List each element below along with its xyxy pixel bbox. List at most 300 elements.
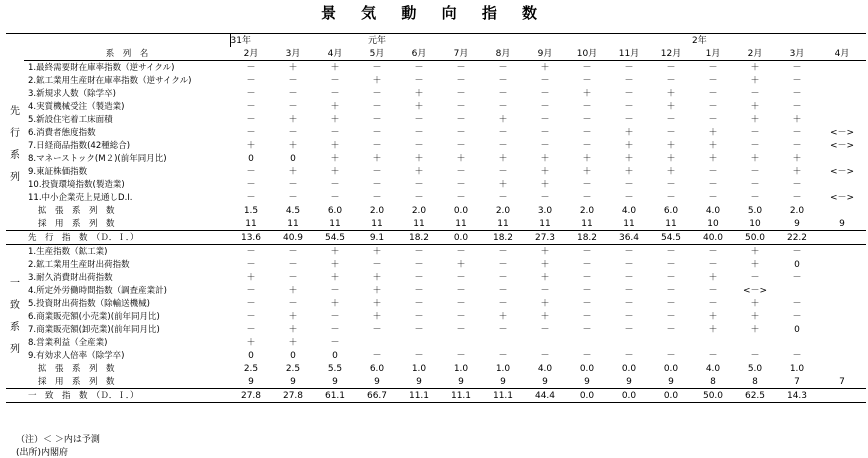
series-value: － <box>456 101 466 112</box>
di-label: 先 行 指 数 （Ｄ．Ｉ．） <box>24 231 230 245</box>
expand-value: 0.0 <box>663 363 679 374</box>
series-value: － <box>372 88 382 99</box>
series-value: － <box>246 166 256 177</box>
series-value: － <box>750 166 760 177</box>
series-value: － <box>288 101 298 112</box>
adopt-value: 11 <box>665 218 677 229</box>
expand-value: 2.0 <box>411 205 427 216</box>
expand-value: 1.0 <box>495 363 511 374</box>
series-value: ＋ <box>666 140 676 151</box>
series-value: － <box>708 62 718 73</box>
series-value: ＋ <box>330 153 340 164</box>
expand-value: 5.5 <box>327 363 343 374</box>
series-value: － <box>288 88 298 99</box>
adopt-value: 9 <box>374 376 380 387</box>
series-value: 0 <box>290 153 296 164</box>
series-value: － <box>414 298 424 309</box>
series-value: － <box>582 311 592 322</box>
series-value <box>566 336 608 349</box>
series-value: － <box>792 350 802 361</box>
adopt-value: 11 <box>245 218 257 229</box>
series-value: － <box>498 259 508 270</box>
series-value: － <box>582 324 592 335</box>
forecast-value <box>818 310 866 323</box>
di-value: 13.6 <box>230 231 272 245</box>
series-value: － <box>456 311 466 322</box>
year-label: 2年 <box>692 34 734 48</box>
month-header: 7月 <box>440 47 482 61</box>
series-name: 4.所定外労働時間指数（調査産業計) <box>28 285 167 296</box>
adopt-value: 8 <box>752 376 758 387</box>
series-value: ＋ <box>708 311 718 322</box>
table-row <box>6 178 866 191</box>
series-value: ＋ <box>750 62 760 73</box>
forecast-value <box>818 297 866 310</box>
series-value: ＋ <box>624 166 634 177</box>
series-value: － <box>540 88 550 99</box>
forecast-value <box>818 61 866 75</box>
series-value: － <box>288 179 298 190</box>
series-value: ＋ <box>414 153 424 164</box>
series-value: ＋ <box>372 311 382 322</box>
series-name: 2.鉱工業用生産財在庫率指数（逆サイクル) <box>28 75 192 86</box>
di-value: 11.1 <box>440 389 482 403</box>
series-value: － <box>624 272 634 283</box>
series-value: ＋ <box>540 246 550 257</box>
series-value: ＋ <box>750 114 760 125</box>
series-value: － <box>750 350 760 361</box>
series-value: － <box>414 350 424 361</box>
series-value: ＋ <box>540 259 550 270</box>
series-name: 3.新規求人数（除学卒) <box>28 88 116 99</box>
series-value: － <box>414 246 424 257</box>
series-value: － <box>288 259 298 270</box>
expand-last <box>818 204 866 217</box>
adopt-value: 9 <box>584 376 590 387</box>
series-value: － <box>246 88 256 99</box>
expand-value: 0.0 <box>579 363 595 374</box>
table-row <box>6 245 866 259</box>
page-title: 景 気 動 向 指 数 <box>320 4 548 22</box>
series-name: 1.生産指数（鉱工業) <box>28 246 108 257</box>
series-value: ＋ <box>750 75 760 86</box>
di-value: 44.4 <box>524 389 566 403</box>
expand-value: 4.0 <box>537 363 553 374</box>
adopt-value: 7 <box>794 376 800 387</box>
series-value: － <box>792 192 802 203</box>
series-value: <－> <box>742 285 768 296</box>
expand-value: 4.0 <box>705 363 721 374</box>
di-value: 0.0 <box>566 389 608 403</box>
series-value: － <box>288 75 298 86</box>
series-value: － <box>414 62 424 73</box>
series-value: － <box>246 62 256 73</box>
forecast-value <box>818 258 866 271</box>
series-value: － <box>750 88 760 99</box>
leading-group-char: 系 <box>10 150 20 162</box>
adopt-value: 9 <box>248 376 254 387</box>
series-value: － <box>624 75 634 86</box>
series-value <box>692 336 734 349</box>
series-value <box>734 336 776 349</box>
forecast-value <box>818 245 866 259</box>
series-value: ＋ <box>708 324 718 335</box>
expand-value: 2.0 <box>789 205 805 216</box>
series-value: ＋ <box>666 166 676 177</box>
series-value: ＋ <box>330 246 340 257</box>
series-value: ＋ <box>750 153 760 164</box>
expand-value: 0.0 <box>621 363 637 374</box>
series-value: ＋ <box>708 127 718 138</box>
series-name: 1.最終需要財在庫率指数（逆サイクル) <box>28 62 175 73</box>
series-value: ＋ <box>372 298 382 309</box>
series-name: 8.マネーストック(M２)(前年同月比) <box>28 153 167 164</box>
series-value: － <box>624 114 634 125</box>
di-last <box>818 389 866 403</box>
series-value: － <box>666 114 676 125</box>
series-value: － <box>666 324 676 335</box>
series-value: － <box>456 246 466 257</box>
series-value: － <box>330 285 340 296</box>
di-value: 62.5 <box>734 389 776 403</box>
series-value: － <box>624 259 634 270</box>
series-value: ＋ <box>750 324 760 335</box>
adopt-value: 9 <box>290 376 296 387</box>
series-value <box>356 336 398 349</box>
di-value: 40.0 <box>692 231 734 245</box>
series-name: 9.東証株価指数 <box>28 166 88 177</box>
expand-value: 0.0 <box>453 205 469 216</box>
expand-value: 6.0 <box>327 205 343 216</box>
series-value: － <box>498 127 508 138</box>
adopt-value: 9 <box>500 376 506 387</box>
series-value: ＋ <box>414 166 424 177</box>
series-value: － <box>498 75 508 86</box>
series-value: － <box>666 75 676 86</box>
series-value: － <box>498 324 508 335</box>
series-value: － <box>498 166 508 177</box>
table-row <box>6 271 866 284</box>
series-value: － <box>708 75 718 86</box>
di-value: 27.3 <box>524 231 566 245</box>
di-value: 18.2 <box>482 231 524 245</box>
series-value: － <box>624 324 634 335</box>
series-value: ＋ <box>666 153 676 164</box>
di-value: 11.1 <box>482 389 524 403</box>
di-value: 22.2 <box>776 231 818 245</box>
series-value: － <box>792 75 802 86</box>
series-value: － <box>582 127 592 138</box>
series-value: － <box>498 140 508 151</box>
series-value: ＋ <box>372 272 382 283</box>
series-value: － <box>624 285 634 296</box>
series-value: － <box>498 272 508 283</box>
series-value: － <box>246 298 256 309</box>
series-value: ＋ <box>750 246 760 257</box>
series-value: － <box>582 298 592 309</box>
month-header: 11月 <box>608 47 650 61</box>
series-value: － <box>540 350 550 361</box>
forecast-value <box>818 284 866 297</box>
table-row <box>6 191 866 204</box>
series-value: － <box>372 259 382 270</box>
series-value: － <box>582 246 592 257</box>
series-value: － <box>246 324 256 335</box>
corner-cell <box>6 34 24 61</box>
series-value: － <box>246 259 256 270</box>
series-value: ＋ <box>792 166 802 177</box>
series-value: － <box>498 101 508 112</box>
series-value: － <box>582 140 592 151</box>
series-value: － <box>288 127 298 138</box>
expand-value: 4.5 <box>285 205 301 216</box>
table-row <box>6 323 866 336</box>
expand-value: 4.0 <box>621 205 637 216</box>
expand-row <box>6 204 866 217</box>
month-header: 2月 <box>734 47 776 61</box>
series-value: － <box>750 179 760 190</box>
table-row <box>6 126 866 139</box>
series-value: ＋ <box>666 88 676 99</box>
series-value: 0 <box>794 324 800 335</box>
expand-row <box>6 362 866 375</box>
series-value: － <box>792 179 802 190</box>
series-value: － <box>330 311 340 322</box>
series-value: － <box>540 114 550 125</box>
expand-value: 1.5 <box>243 205 259 216</box>
series-value: ＋ <box>498 114 508 125</box>
series-name-header: 系 列 名 <box>24 47 230 61</box>
series-value: － <box>708 192 718 203</box>
table-row <box>6 284 866 297</box>
series-value: ＋ <box>708 140 718 151</box>
series-value: ＋ <box>750 311 760 322</box>
series-value: － <box>540 101 550 112</box>
series-value: － <box>456 192 466 203</box>
series-value: ＋ <box>372 75 382 86</box>
series-value: － <box>582 75 592 86</box>
series-value <box>608 336 650 349</box>
forecast-value <box>818 113 866 126</box>
series-value: ＋ <box>288 140 298 151</box>
series-value: － <box>498 192 508 203</box>
forecast-value <box>818 323 866 336</box>
month-header: 4月 <box>314 47 356 61</box>
series-value: － <box>582 179 592 190</box>
forecast-value <box>818 74 866 87</box>
series-value: ＋ <box>750 101 760 112</box>
series-name: 4.実質機械受注（製造業) <box>28 101 125 112</box>
di-last <box>818 231 866 245</box>
series-value: － <box>372 114 382 125</box>
series-value: － <box>456 166 466 177</box>
series-name: 3.耐久消費財出荷指数 <box>28 272 113 283</box>
adopt-row <box>6 217 866 231</box>
series-value: － <box>582 350 592 361</box>
series-value: － <box>414 127 424 138</box>
table-row <box>6 113 866 126</box>
series-value: ＋ <box>540 179 550 190</box>
series-value: － <box>288 192 298 203</box>
series-value: － <box>708 259 718 270</box>
forecast-value: <－> <box>829 166 855 177</box>
series-value: ＋ <box>372 153 382 164</box>
series-value: ＋ <box>540 62 550 73</box>
series-value: － <box>330 192 340 203</box>
series-value: － <box>666 62 676 73</box>
series-value: ＋ <box>498 311 508 322</box>
series-value: ＋ <box>540 298 550 309</box>
expand-value: 5.0 <box>747 363 763 374</box>
series-value: － <box>456 350 466 361</box>
series-value: － <box>498 298 508 309</box>
leading-group-char: 先 <box>10 106 20 118</box>
series-value: － <box>582 62 592 73</box>
month-header: 3月 <box>776 47 818 61</box>
series-value: ＋ <box>624 153 634 164</box>
series-value: ＋ <box>414 101 424 112</box>
expand-value: 3.0 <box>537 205 553 216</box>
series-value: ＋ <box>540 272 550 283</box>
di-value: 54.5 <box>314 231 356 245</box>
series-value: － <box>372 127 382 138</box>
di-value: 0.0 <box>650 389 692 403</box>
series-value: ＋ <box>288 166 298 177</box>
series-value: － <box>246 179 256 190</box>
series-value: － <box>246 75 256 86</box>
adopt-value: 11 <box>455 218 467 229</box>
table-row <box>6 87 866 100</box>
di-value: 11.1 <box>398 389 440 403</box>
expand-value: 6.0 <box>663 205 679 216</box>
adopt-value: 11 <box>539 218 551 229</box>
series-value: ＋ <box>708 153 718 164</box>
adopt-value: 10 <box>707 218 719 229</box>
series-value <box>398 336 440 349</box>
di-value: 61.1 <box>314 389 356 403</box>
di-value: 50.0 <box>734 231 776 245</box>
adopt-value: 9 <box>458 376 464 387</box>
series-value: － <box>792 88 802 99</box>
series-value: － <box>750 140 760 151</box>
series-value: － <box>750 272 760 283</box>
series-value: － <box>330 324 340 335</box>
corner-label <box>24 34 230 48</box>
series-name: 8.営業利益（全産業) <box>28 337 108 348</box>
series-name: 6.消費者態度指数 <box>28 127 96 138</box>
series-value: － <box>666 285 676 296</box>
series-value: － <box>246 311 256 322</box>
leading-group-char: 列 <box>10 172 20 184</box>
series-value: － <box>792 311 802 322</box>
series-value: － <box>540 127 550 138</box>
series-value: － <box>498 62 508 73</box>
coincident-group-char: 一 <box>10 277 20 289</box>
series-value: － <box>792 246 802 257</box>
series-value: ＋ <box>582 88 592 99</box>
series-value: － <box>792 101 802 112</box>
series-value: － <box>246 285 256 296</box>
series-name: 6.商業販売額(小売業)(前年同月比) <box>28 311 160 322</box>
series-value: ＋ <box>582 153 592 164</box>
adopt-last: 7 <box>839 376 845 387</box>
expand-value: 6.0 <box>369 363 385 374</box>
expand-value: 2.0 <box>495 205 511 216</box>
table-row <box>6 61 866 75</box>
series-value: － <box>414 75 424 86</box>
footnote-source: (出所)内閣府 <box>16 448 69 458</box>
adopt-label: 採 用 系 列 数 <box>38 376 115 387</box>
month-header: 5月 <box>356 47 398 61</box>
month-header: 9月 <box>524 47 566 61</box>
series-value: － <box>582 259 592 270</box>
last-month-header: 4月 <box>818 47 866 61</box>
series-value: － <box>624 298 634 309</box>
series-name: 10.投資環境指数(製造業) <box>28 179 125 190</box>
series-value: － <box>330 337 340 348</box>
series-value: － <box>624 88 634 99</box>
series-value: － <box>708 166 718 177</box>
series-value: ＋ <box>792 153 802 164</box>
series-value: － <box>456 114 466 125</box>
adopt-last: 9 <box>839 218 845 229</box>
forecast-value: <－> <box>829 192 855 203</box>
series-value <box>776 336 818 349</box>
series-value: － <box>666 192 676 203</box>
series-value: ＋ <box>288 324 298 335</box>
series-value: － <box>624 311 634 322</box>
series-value: － <box>792 298 802 309</box>
month-header-row <box>6 47 866 61</box>
series-value: － <box>330 127 340 138</box>
series-value: ＋ <box>708 272 718 283</box>
series-value: － <box>372 101 382 112</box>
series-value: － <box>666 246 676 257</box>
series-value: － <box>666 272 676 283</box>
series-value: － <box>750 127 760 138</box>
footnote-note: （注）＜ ＞内は予測 <box>16 435 100 445</box>
expand-value: 5.0 <box>747 205 763 216</box>
series-value: ＋ <box>456 259 466 270</box>
series-value: － <box>708 350 718 361</box>
series-value: ＋ <box>288 285 298 296</box>
series-value: － <box>582 192 592 203</box>
series-value <box>440 336 482 349</box>
series-value: － <box>414 192 424 203</box>
series-value <box>482 336 524 349</box>
series-value: ＋ <box>792 114 802 125</box>
series-name: 7.商業販売額(卸売業)(前年同月比) <box>28 324 160 335</box>
series-value: － <box>750 192 760 203</box>
adopt-value: 9 <box>542 376 548 387</box>
series-value: － <box>456 298 466 309</box>
series-value: － <box>372 192 382 203</box>
series-value: － <box>708 179 718 190</box>
di-table <box>6 33 866 403</box>
series-value: ＋ <box>288 62 298 73</box>
series-value: － <box>624 101 634 112</box>
series-value: － <box>456 127 466 138</box>
series-value: 0 <box>794 259 800 270</box>
adopt-value: 11 <box>581 218 593 229</box>
series-value: － <box>540 140 550 151</box>
coincident-group-char: 致 <box>10 299 20 311</box>
series-value: － <box>708 246 718 257</box>
series-value: － <box>540 192 550 203</box>
series-value: ＋ <box>330 166 340 177</box>
series-name: 9.有効求人倍率（除学卒) <box>28 350 125 361</box>
series-value: － <box>624 350 634 361</box>
